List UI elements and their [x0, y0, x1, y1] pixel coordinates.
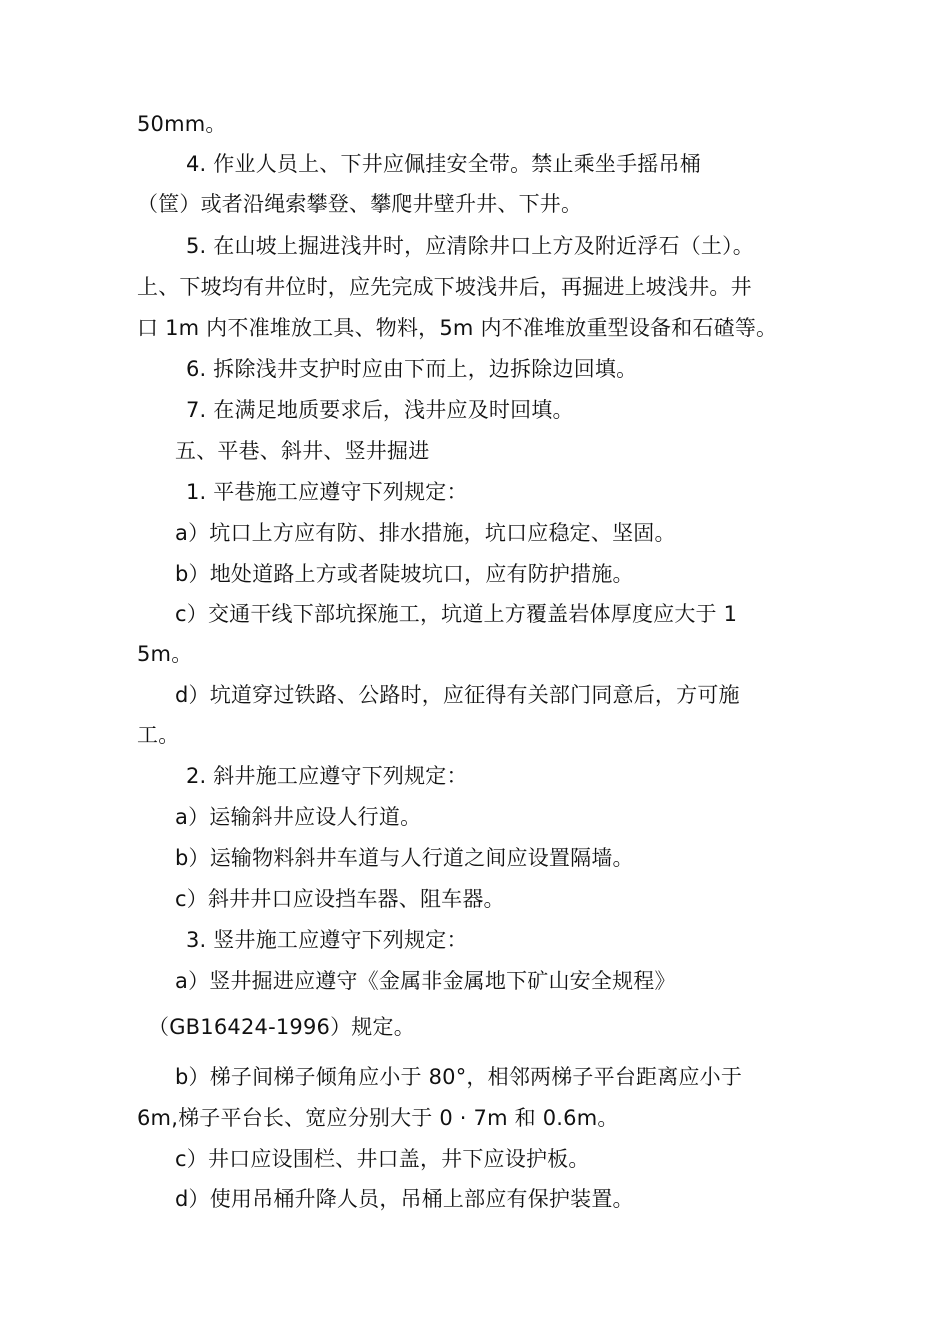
text-line: c）斜井井口应设挡车器、阻车器。	[175, 887, 505, 911]
text-line: 2. 斜井施工应遵守下列规定：	[186, 764, 468, 788]
text-line: d）坑道穿过铁路、公路时，应征得有关部门同意后，方可施	[175, 683, 740, 707]
text-line: c）井口应设围栏、井口盖，井下应设护板。	[175, 1147, 590, 1171]
text-line: b）地处道路上方或者陡坡坑口，应有防护措施。	[175, 562, 634, 586]
text-line: 3. 竖井施工应遵守下列规定：	[186, 928, 468, 952]
text-line: 1. 平巷施工应遵守下列规定：	[186, 480, 468, 504]
text-line: d）使用吊桶升降人员，吊桶上部应有保护装置。	[175, 1187, 634, 1211]
text-line: 上、下坡均有井位时，应先完成下坡浅井后，再掘进上坡浅井。井	[137, 275, 752, 299]
text-line: （筐）或者沿绳索攀登、攀爬井壁升井、下井。	[137, 192, 583, 216]
text-line: 50mm。	[137, 112, 227, 136]
text-line: 6. 拆除浅井支护时应由下而上，边拆除边回填。	[186, 357, 638, 381]
text-line: 5. 在山坡上掘进浅井时，应清除井口上方及附近浮石（土）。	[186, 234, 755, 258]
text-line: （GB16424-1996）规定。	[148, 1015, 415, 1039]
text-line: b）运输物料斜井车道与人行道之间应设置隔墙。	[175, 846, 634, 870]
text-line: 4. 作业人员上、下井应佩挂安全带。禁止乘坐手摇吊桶	[186, 152, 701, 176]
text-line: a）运输斜井应设人行道。	[175, 805, 422, 829]
text-line: 6m,梯子平台长、宽应分别大于 0 · 7m 和 0.6m。	[137, 1106, 619, 1130]
text-line: 口 1m 内不准堆放工具、物料，5m 内不准堆放重型设备和石碴等。	[137, 316, 778, 340]
text-line: b）梯子间梯子倾角应小于 80°，相邻两梯子平台距离应小于	[175, 1065, 743, 1089]
text-line: a）竖井掘进应遵守《金属非金属地下矿山安全规程》	[175, 969, 676, 993]
text-line: 工。	[137, 723, 180, 747]
text-line: c）交通干线下部坑探施工，坑道上方覆盖岩体厚度应大于 1	[175, 602, 738, 626]
text-line: 7. 在满足地质要求后，浅井应及时回填。	[186, 398, 574, 422]
text-line: a）坑口上方应有防、排水措施，坑口应稳定、坚固。	[175, 521, 676, 545]
text-line: 5m。	[137, 642, 193, 666]
section-heading: 五、平巷、斜井、竖井掘进	[175, 439, 430, 463]
